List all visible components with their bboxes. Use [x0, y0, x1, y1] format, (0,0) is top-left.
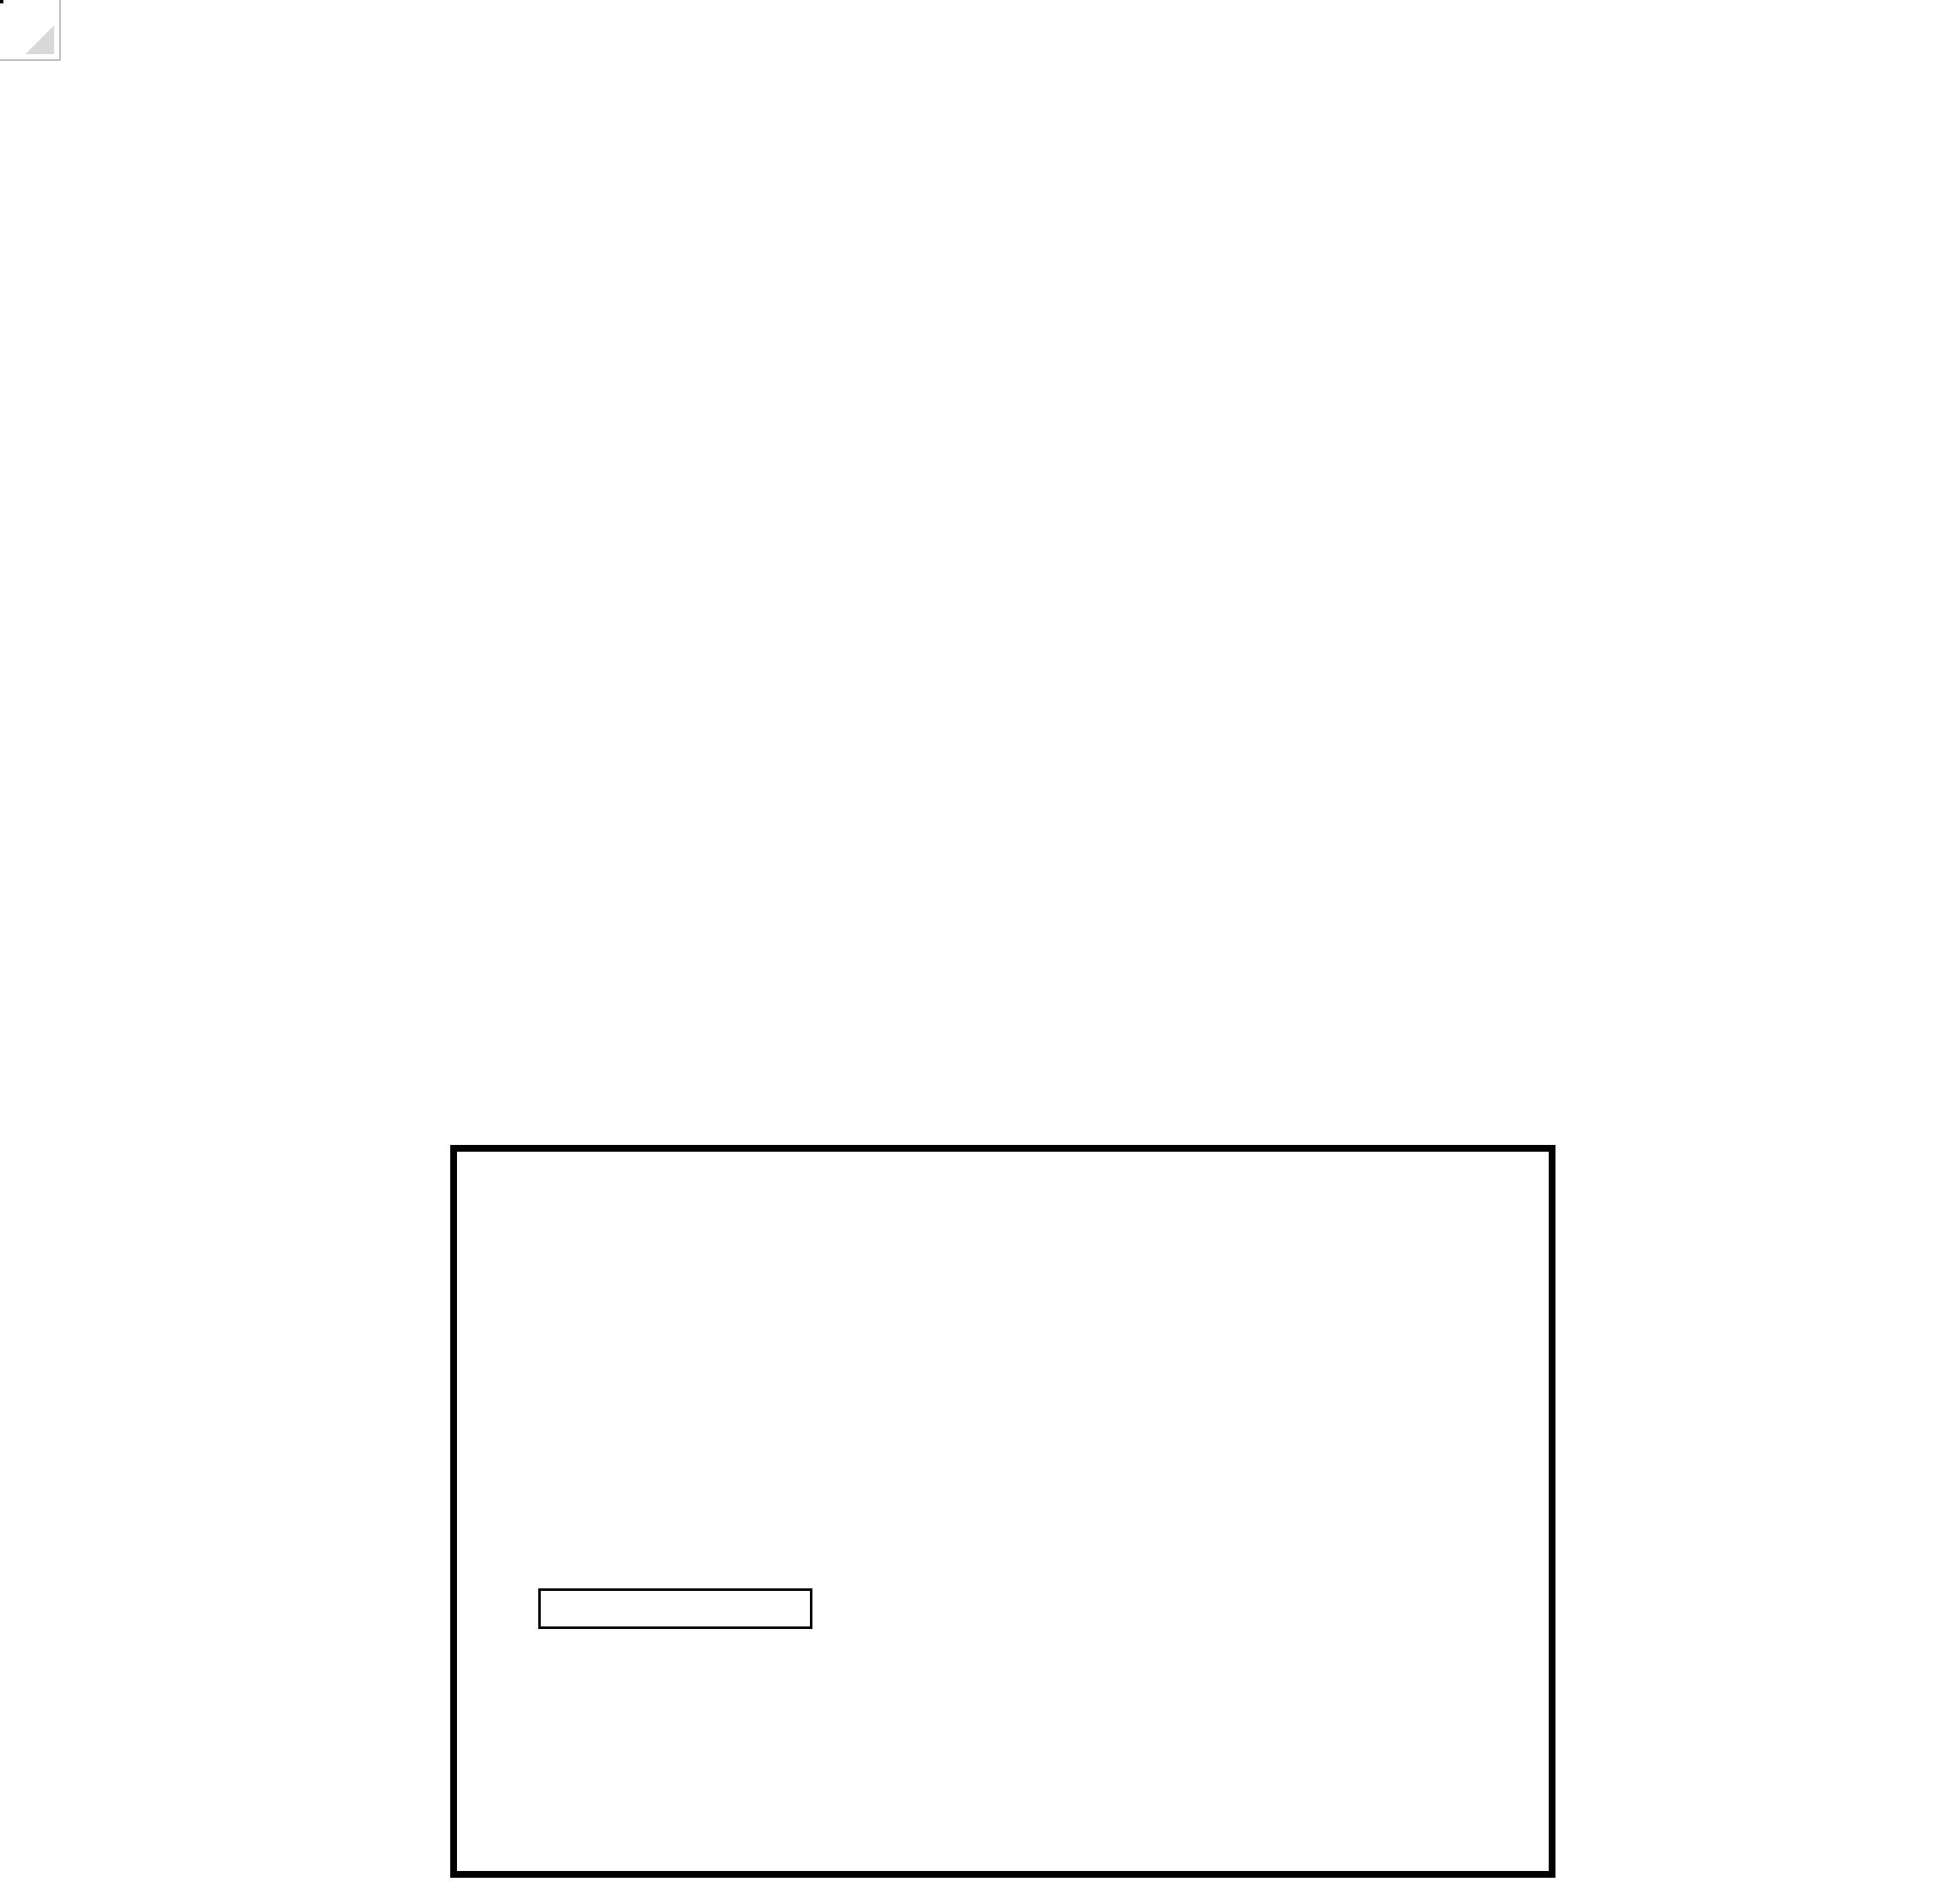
- select-all-corner[interactable]: [0, 0, 61, 61]
- select-all-triangle-icon: [25, 25, 54, 54]
- legend-panel: [450, 1145, 1555, 1878]
- noise-swatch: [538, 1588, 812, 1629]
